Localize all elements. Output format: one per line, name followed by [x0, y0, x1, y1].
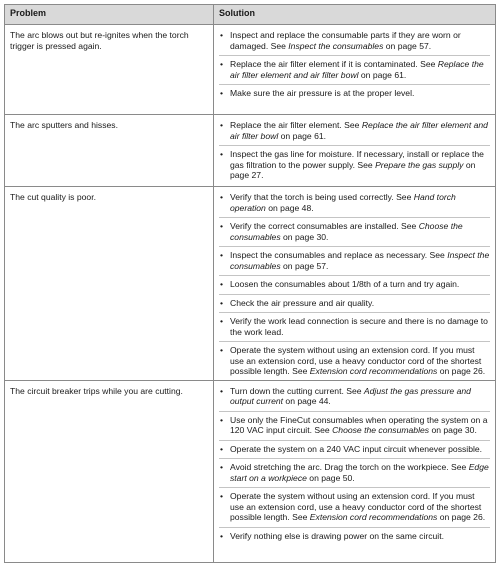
solution-item	[219, 386, 490, 412]
cross-reference: Choose the consumables	[230, 221, 463, 242]
solution-cell	[214, 380, 496, 562]
table-row	[5, 380, 496, 562]
solution-item	[219, 444, 490, 460]
problem-cell: The circuit breaker trips while you are cutting.	[5, 380, 214, 562]
solution-list	[219, 120, 490, 181]
solution-text: on page 57.	[280, 260, 329, 271]
solution-item	[219, 462, 490, 488]
solution-item	[219, 149, 490, 181]
table-row	[5, 115, 496, 187]
solution-item	[219, 415, 490, 441]
solution-item	[219, 59, 490, 85]
solution-item	[219, 316, 490, 342]
cross-reference: Adjust the gas pressure and output current	[230, 385, 471, 406]
solution-item	[219, 120, 490, 146]
solution-item	[219, 298, 490, 314]
solution-text: Use only the FineCut consumables when operating the system on a 120 VAC input circuit. See	[230, 414, 488, 435]
solution-text: Verify the work lead connection is secure and there is no damage to the work lead.	[230, 316, 488, 337]
solution-text: Replace the air filter element. See	[230, 120, 362, 130]
solution-text: Verify that the torch is being used correctly. See	[230, 192, 414, 202]
solution-item	[219, 491, 490, 528]
solution-item	[219, 88, 490, 99]
solution-text: Operate the system without using an extension cord. If you must use an extension cord, use a heavy conductor cord of the shortest possible length. See	[230, 491, 482, 522]
solution-text: on page 30.	[280, 231, 329, 242]
solution-item	[219, 531, 490, 542]
troubleshooting-table	[4, 4, 496, 563]
cross-reference: Extension cord recommendations	[309, 512, 438, 522]
cross-reference: Extension cord recommendations	[309, 366, 438, 376]
cross-reference: Inspect the consumables	[230, 250, 490, 271]
problem-cell: The arc blows out but re-ignites when the torch trigger is pressed again.	[5, 25, 214, 115]
solution-text: Inspect the consumables and replace as necessary. See	[230, 250, 448, 260]
cross-reference: Hand torch operation	[230, 192, 456, 213]
problem-cell: The cut quality is poor.	[5, 187, 214, 381]
solution-text: on page 61.	[358, 69, 407, 80]
problem-column-header: Problem	[5, 5, 214, 25]
solution-list	[219, 192, 490, 377]
table-row	[5, 187, 496, 381]
solution-text: Replace the air filter element if it is contaminated. See	[230, 59, 438, 69]
solution-item	[219, 250, 490, 276]
solution-text: on page 27.	[230, 159, 476, 180]
solution-text: Inspect the gas line for moisture. If necessary, install or replace the gas filtration to the power supply. See	[230, 149, 484, 170]
cross-reference: Inspect the consumables	[288, 40, 384, 51]
solution-text: on page 61.	[278, 130, 327, 141]
solution-text: Verify the correct consumables are installed. See	[230, 221, 419, 231]
solution-text: on page 30.	[429, 425, 477, 435]
solution-text: Verify nothing else is drawing power on the same circuit.	[230, 530, 444, 541]
solution-text: Operate the system without using an extension cord. If you must use an extension cord, use a heavy conductor cord of the shortest possible length. See	[230, 345, 482, 376]
cross-reference: Replace the air filter element and air filter bowl	[230, 59, 484, 80]
cross-reference: Replace the air filter element and air filter bowl	[230, 120, 488, 141]
solution-text: on page 50.	[306, 472, 355, 483]
solution-text: Inspect and replace the consumable parts if they are worn or damaged. See	[230, 30, 461, 51]
cross-reference: Prepare the gas supply	[375, 159, 464, 170]
solution-text: on page 48.	[265, 202, 314, 213]
cross-reference: Choose the consumables	[332, 425, 430, 435]
solution-item	[219, 192, 490, 218]
solution-column-header: Solution	[214, 5, 496, 25]
problem-cell: The arc sputters and hisses.	[5, 115, 214, 187]
table-row	[5, 25, 496, 115]
solution-text: on page 26.	[437, 366, 486, 376]
solution-cell	[214, 187, 496, 381]
cross-reference: Edge start on a workpiece	[230, 462, 489, 483]
solution-list	[219, 386, 490, 542]
solution-text: Check the air pressure and air quality.	[230, 297, 375, 308]
solution-item	[219, 345, 490, 377]
solution-text: on page 57.	[383, 40, 432, 51]
solution-text: Make sure the air pressure is at the proper level.	[230, 88, 415, 98]
solution-text: Loosen the consumables about 1/8th of a turn and try again.	[230, 279, 460, 289]
solution-list	[219, 30, 490, 99]
solution-cell	[214, 115, 496, 187]
solution-text: Operate the system on a 240 VAC input circuit whenever possible.	[230, 443, 483, 454]
solution-text: Turn down the cutting current. See	[230, 385, 364, 396]
table-header-row	[5, 5, 496, 25]
solution-item	[219, 30, 490, 56]
solution-text: on page 44.	[283, 396, 331, 406]
solution-text: Avoid stretching the arc. Drag the torch on the workpiece. See	[230, 462, 469, 472]
solution-cell	[214, 25, 496, 115]
solution-text: on page 26.	[437, 512, 486, 522]
solution-item	[219, 221, 490, 247]
solution-item	[219, 279, 490, 295]
